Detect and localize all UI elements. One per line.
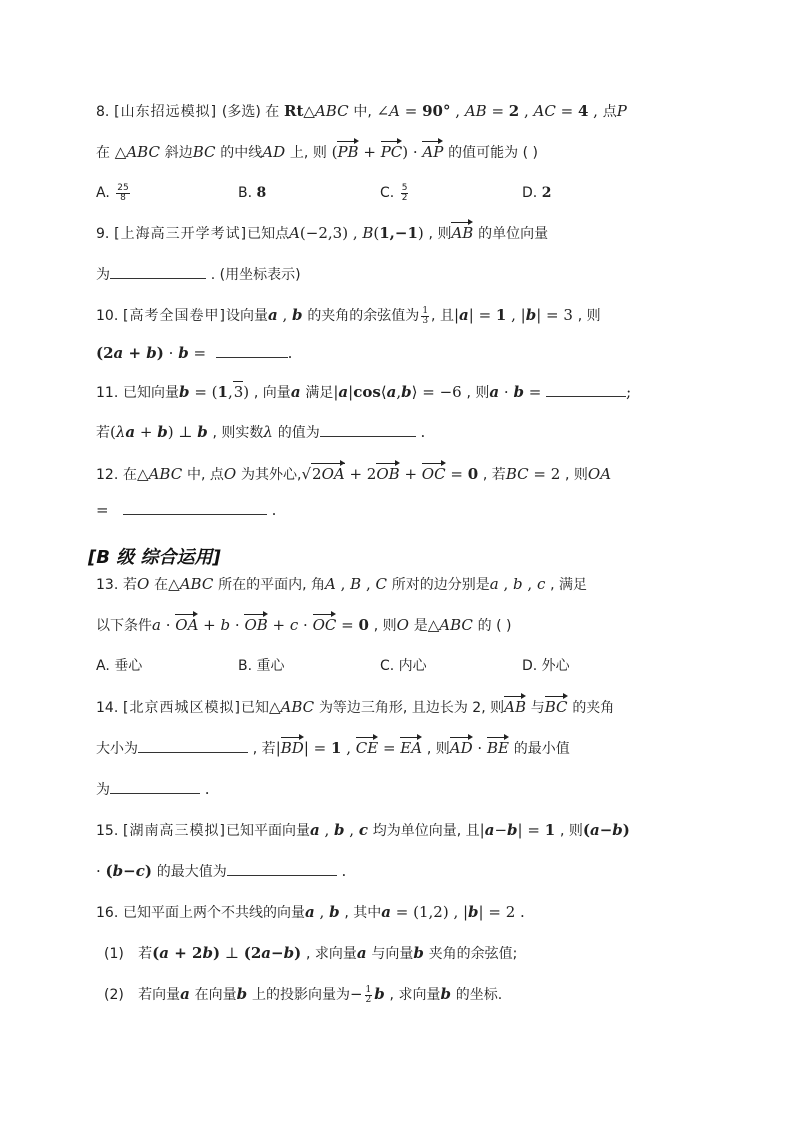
q9-line2: 为 . (用坐标表示) — [96, 264, 301, 285]
answer-blank[interactable] — [138, 738, 248, 753]
fraction: $\frac{5}{2}$ — [401, 182, 408, 203]
q11-line2: 若(λa + b) ⊥ b , 则实数λ 的值为 . — [96, 423, 426, 441]
q16-line1: 16. 已知平面上两个不共线的向量a , b , 其中a = (1,2) , |b| = 2 . — [96, 903, 525, 921]
q11-line1: 11. 已知向量b = (1,3) , 向量a 满足|a|cos⟨a,b⟩ = −6 , 则a · b = ; — [96, 383, 632, 401]
answer-blank[interactable] — [320, 422, 416, 437]
q9-line1: 9. [上海高三开学考试]已知点A(−2,3) , B(1,−1) , 则AB 的单位向量 — [96, 224, 549, 242]
q13-option-a[interactable]: A. 垂心 — [96, 658, 143, 674]
q13-option-d[interactable]: D. 外心 — [522, 658, 570, 674]
answer-blank[interactable] — [216, 343, 288, 358]
q16-sub2: (2) 若向量a 在向量b 上的投影向量为− $\frac{1}{2}$ b , 求向量b 的坐标. — [104, 984, 503, 1005]
q8-option-d[interactable]: D. 2 — [522, 185, 552, 201]
section-heading: [B 级 综合运用] — [88, 547, 221, 568]
q13-option-c[interactable]: C. 内心 — [380, 658, 427, 674]
q10-line1: 10. [高考全国卷甲]设向量a , b 的夹角的余弦值为 $\frac{1}{3}$ , 且|a| = 1 , |b| = 3 , 则 — [96, 305, 601, 326]
q12-line1: 12. 在△ABC 中, 点O 为其外心,√2OA + 2OB + OC = 0 , 若BC = 2 , 则OA — [96, 465, 612, 483]
fraction: $\frac{1}{3}$ — [422, 305, 429, 326]
q10-line2: (2a + b) · b = . — [96, 344, 293, 362]
q13-line2: 以下条件a · OA + b · OB + c · OC = 0 , 则O 是△ABC 的 ( ) — [96, 616, 512, 634]
q14-line2: 大小为 , 若|BD| = 1 , CE = EA , 则AD · BE 的最小值 — [96, 739, 570, 757]
q12-line2: = . — [96, 501, 277, 519]
answer-blank[interactable] — [546, 382, 626, 397]
q14-line1: 14. [北京西城区模拟]已知△ABC 为等边三角形, 且边长为 2, 则AB 与BC 的夹角 — [96, 698, 615, 716]
q13-line1: 13. 若O 在△ABC 所在的平面内, 角A , B , C 所对的边分别是a , b , c , 满足 — [96, 575, 588, 593]
q8-option-c[interactable]: C. $\frac{5}{2}$ — [380, 182, 408, 203]
q15-line1: 15. [湖南高三模拟]已知平面向量a , b , c 均为单位向量, 且|a−b| = 1 , 则(a−b) — [96, 821, 630, 839]
fraction: $\frac{25}{8}$ — [117, 182, 129, 203]
q8-option-a[interactable]: A. $\frac{25}{8}$ — [96, 182, 129, 203]
answer-blank[interactable] — [110, 264, 206, 279]
q8-line2: 在 △ABC 斜边BC 的中线AD 上, 则 (PB + PC) · AP 的值可能为 ( ) — [96, 143, 538, 161]
fraction: $\frac{1}{2}$ — [365, 984, 372, 1005]
q8-option-b[interactable]: B. 8 — [238, 185, 267, 201]
answer-blank[interactable] — [110, 779, 200, 794]
q16-sub1: (1) 若(a + 2b) ⊥ (2a−b) , 求向量a 与向量b 夹角的余弦值; — [104, 944, 518, 962]
q15-line2: · (b−c) 的最大值为 . — [96, 862, 347, 880]
answer-blank[interactable] — [123, 500, 267, 515]
q13-option-b[interactable]: B. 重心 — [238, 658, 285, 674]
q14-line3: 为 . — [96, 780, 210, 798]
answer-blank[interactable] — [227, 861, 337, 876]
q8-line1: 8. [山东招远模拟] (多选) 在 Rt△ABC 中, ∠A = 90° , AB = 2 , AC = 4 , 点P — [96, 102, 627, 120]
